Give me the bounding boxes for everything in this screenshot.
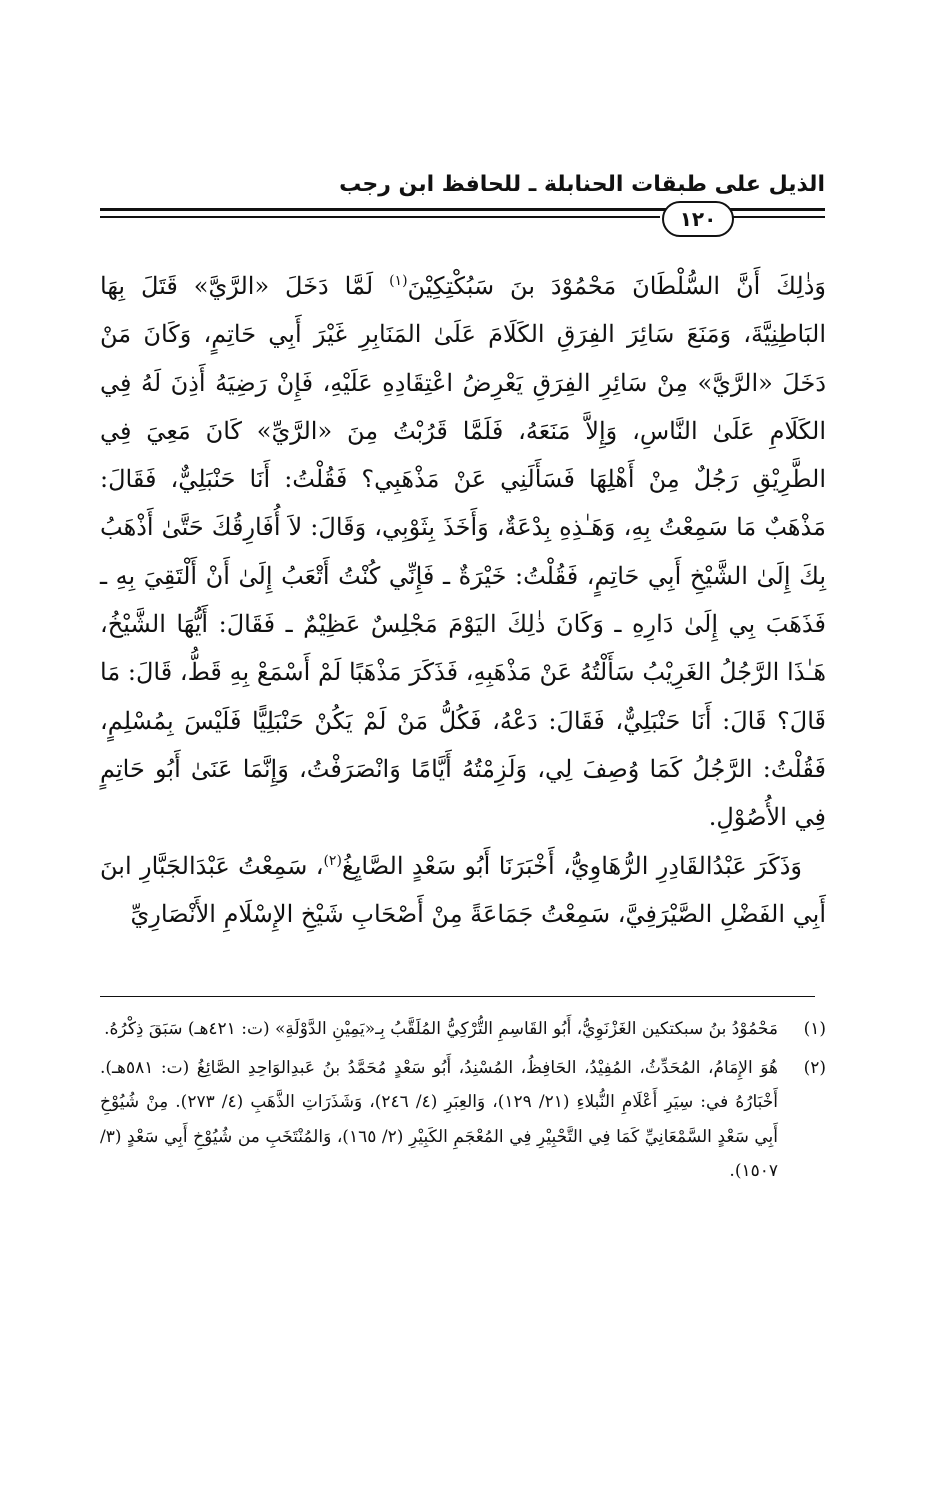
footnote-text: مَحْمُوْدُ بنُ سبكتكين الغَزْنَوِيُّ، أَبُو القَاسِمِ التُّرْكِيُّ المُلَقَّبُ بِـ«يَمِيْنِ الدَّوْلَةِ» (ت: ٤٢١هـ) سَبَقَ ذِكْرُهُ. [104,1019,778,1039]
paragraph-text: وَذَكَرَ عَبْدُالقَادِرِ الرُّهَاوِيُّ، أَخْبَرَنَا أَبُو سَعْدٍ الصَّايِغُ [341,851,802,880]
main-text [100,262,826,938]
footnote [100,1012,826,1047]
paragraph-text: ، سَمِعْتُ عَبْدَالجَبَّارِ ابنَ أَبِي الفَضْلِ الصَّيْرَفِيَّ، سَمِعْتُ جَمَاعَةً مِنْ أَصْحَابِ شَيْخِ الإِسْلَامِ الأَنْصَارِيِّ [100,851,826,928]
footnote-ref[interactable]: (٢) [323,852,342,869]
footnote [100,1051,826,1189]
paragraph-text: وَذٰلِكَ أَنَّ السُّلْطَانَ مَحْمُوْدَ بنَ سَبُكْتِكِيْنَ [407,272,826,300]
header-rule-right [730,216,825,218]
paragraph [100,262,826,842]
running-title: الذيل على طبقات الحنابلة ـ للحافظ ابن رجب [339,172,825,197]
footnote-divider [100,996,815,997]
footnote-ref[interactable]: (١) [389,273,408,289]
footnotes [100,1012,826,1193]
page-header [100,168,825,258]
paragraph [100,842,826,939]
footnote-number: (٢) [803,1057,826,1078]
page-number: ١٢٠ [662,201,734,237]
footnote-text: هُوَ الإِمَامُ، المُحَدِّثُ، المُفِيْدُ، الحَافِظُ، المُسْنِدُ، أَبُو سَعْدٍ مُحَمَّدُ بنُ عَبدِالوَاحِدِ الصَّائِغُ (ت: ٥٨١هـ). أَخْبَارُهُ في: سِيَرِ أَعْلَامِ النُّبلاءِ (٢١/ ١٢٩)، وَالعِبَرِ (٤/ ٢٤٦)، وَشَذَرَاتِ الذَّهَبِ (٤/ ٢٧٣). مِنْ شُيُوْخِ أَبِي سَعْدٍ السَّمْعَانِيِّ كَمَا فِي التَّحْبِيْرِ فِي المُعْجَمِ الكَبِيْرِ (٢/ ١٦٥)، وَالمُنْتَخَبِ من شُيُوْخِ أَبِي سَعْدٍ (٣/ ١٥٠٧). [100,1057,778,1181]
header-rule-left [100,216,660,218]
paragraph-text: لَمَّا دَخَلَ «الرَّيَّ» قَتَلَ بِهَا البَاطِنِيَّةَ، وَمَنَعَ سَائِرَ الفِرَقِ الكَلَامَ عَلَىٰ المَنَابِرِ غَيْرَ أَبِي حَاتِمٍ، وَكَانَ مَنْ دَخَلَ «الرَّيَّ» مِنْ سَائِرِ الفِرَقِ يَعْرِضُ اعْتِقَادِهِ عَلَيْهِ، فَإِنْ رَضِيَهُ أَذِنَ لَهُ فِي الكَلَامِ عَلَىٰ النَّاسِ، وَإِلاَّ مَنَعَهُ، فَلَمَّا قَرُبْتُ مِنَ «الرَّيِّ» كَانَ مَعِيَ فِي الطَّرِيْقِ رَجُلٌ مِنْ أَهْلِهَا فَسَأَلَنِي عَنْ مَذْهَبِي؟ فَقُلْتُ: أَنَا حَنْبَلِيٌّ، فَقَالَ: مَذْهَبٌ مَا سَمِعْتُ بِهِ، وَهَـٰذِهِ بِدْعَةٌ، وَأَخَذَ بِثَوْبِي، وَقَالَ: لاَ أُفَارِقُكَ حَتَّىٰ أَذْهَبُ بِكَ إِلَىٰ الشَّيْخِ أَبِي حَاتِمٍ، فَقُلْتُ: خَيْرَةٌ ـ فَإِنِّي كُنْتُ أَتْعَبُ إِلَىٰ أَنْ أَلْتَقِيَ بِهِ ـ فَذَهَبَ بِي إِلَىٰ دَارِهِ ـ وَكَانَ ذٰلِكَ اليَوْمَ مَجْلِسٌ عَظِيْمٌ ـ فَقَالَ: أَيُّهَا الشَّيْخُ، هَـٰذَا الرَّجُلُ الغَرِيْبُ سَأَلْتُهُ عَنْ مَذْهَبِهِ، فَذَكَرَ مَذْهَبًا لَمْ أَسْمَعْ بِهِ قَطُّ، قَالَ: مَا قَالَ؟ قَالَ: أَنَا حَنْبَلِيٌّ، فَقَالَ: دَعْهُ، فَكُلُّ مَنْ لَمْ يَكُنْ حَنْبَلِيًّا فَلَيْسَ بِمُسْلِمٍ، فَقُلْتُ: الرَّجُلُ كَمَا وُصِفَ لِي، وَلَزِمْتُهُ أَيَّامًا وَانْصَرَفْتُ، وَإِنَّمَا عَنَىٰ أَبُو حَاتِمٍ فِي الأُصُوْلِ. [100,272,826,832]
footnote-number: (١) [803,1019,826,1039]
